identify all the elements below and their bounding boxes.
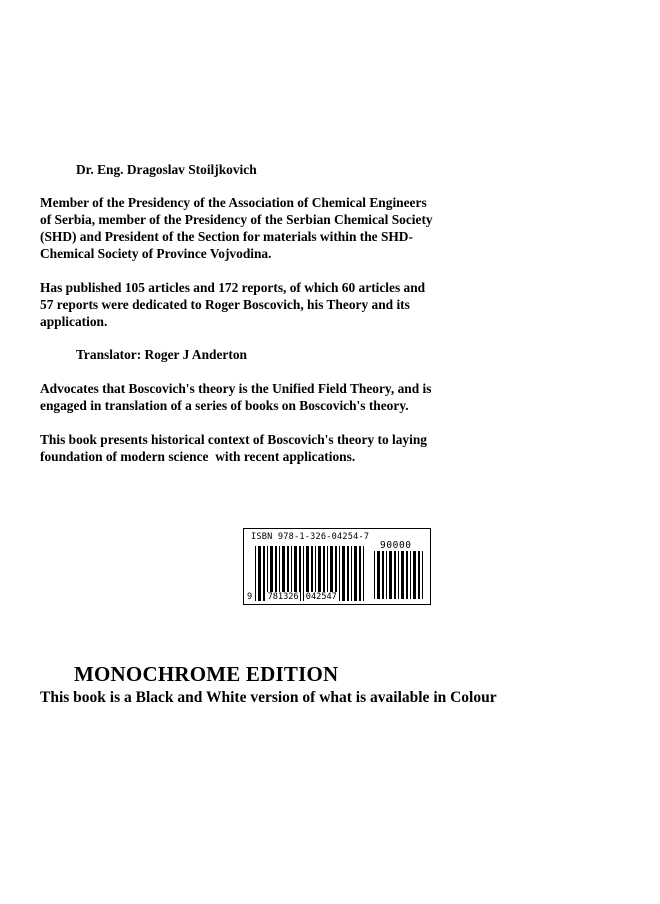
author-name: Dr. Eng. Dragoslav Stoiljkovich (76, 162, 257, 177)
barcode-bar (389, 551, 392, 599)
publications-line: application. (40, 314, 108, 329)
barcode-bar (401, 551, 404, 599)
ean-group-2: 042547 (305, 592, 337, 602)
barcode-bar (354, 546, 357, 601)
author-bio-line: (SHD) and President of the Section for materials within the SHD- (40, 229, 413, 244)
publications-line: 57 reports were dedicated to Roger Boscovich, his Theory and its (40, 297, 410, 312)
barcode-bar (422, 551, 423, 599)
barcode-bar (382, 551, 384, 599)
barcode-bar (377, 551, 380, 599)
barcode-bar (410, 551, 411, 599)
ean-group-1: 781326 (267, 592, 299, 602)
price-code: 90000 (380, 540, 412, 551)
barcode-bar (351, 546, 352, 601)
edition-title: MONOCHROME EDITION (74, 662, 339, 686)
publications-line: Has published 105 articles and 172 reports, of which 60 articles and (40, 280, 426, 295)
ean-first-digit: 9 (247, 592, 253, 602)
ean-digits (247, 592, 338, 602)
barcode-bar (413, 551, 416, 599)
barcode-bar (342, 546, 345, 601)
barcode-bar (363, 546, 364, 601)
description-line: This book presents historical context of Boscovich's theory to laying (40, 432, 427, 447)
translator-name: Translator: Roger J Anderton (76, 347, 247, 362)
barcode-bar (406, 551, 408, 599)
isbn-number: ISBN 978-1-326-04254-7 (251, 532, 370, 542)
translator-bio-line: engaged in translation of a series of books on Boscovich's theory. (40, 398, 409, 413)
description-line: foundation of modern science with recent applications. (40, 449, 356, 464)
barcode-bar (359, 546, 361, 601)
barcode-bar (386, 551, 387, 599)
isbn-barcode (243, 528, 431, 605)
barcode-bar (394, 551, 396, 599)
barcode-bar (339, 546, 340, 601)
author-bio-line: Member of the Presidency of the Association of Chemical Engineers (40, 195, 427, 210)
author-bio-line: of Serbia, member of the Presidency of the Serbian Chemical Society (40, 212, 433, 227)
translator-bio-line: Advocates that Boscovich's theory is the Unified Field Theory, and is (40, 381, 432, 396)
edition-note: This book is a Black and White version of what is available in Colour (40, 689, 497, 706)
barcode-bar (398, 551, 399, 599)
barcode-bar (374, 551, 375, 599)
author-bio-line: Chemical Society of Province Vojvodina. (40, 246, 272, 261)
barcode-bar (347, 546, 349, 601)
barcode-bar (418, 551, 420, 599)
